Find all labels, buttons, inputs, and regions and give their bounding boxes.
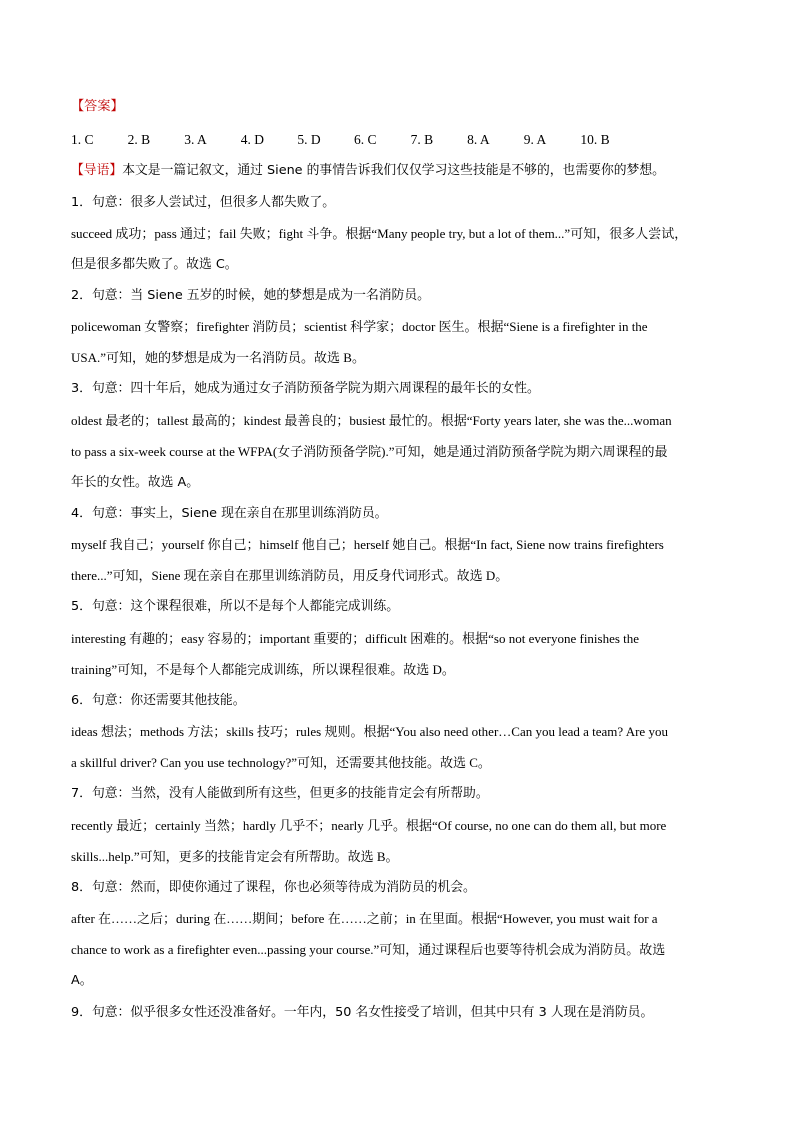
explanation-line: A。 <box>71 973 93 988</box>
explanation-line: there...”可知，Siene 现在亲自在那里训练消防员，用反身代词形式。故选 D。 <box>71 568 509 583</box>
explanation-line: 5．句意：这个课程很难，所以不是每个人都能完成训练。 <box>71 599 400 614</box>
explanation-line: policewoman 女警察；firefighter 消防员；scientist 科学家；doctor 医生。根据“Siene is a firefighter in the <box>71 319 648 334</box>
explanation-line: interesting 有趣的；easy 容易的；important 重要的；difficult 困难的。根据“so not everyone finishes the <box>71 631 640 646</box>
answer-item: 10. B <box>580 132 610 147</box>
answer-item: 8. A <box>467 132 490 147</box>
answer-item: 3. A <box>184 132 207 147</box>
intro-paragraph <box>71 162 665 180</box>
answer-item: 7. B <box>410 132 434 147</box>
answer-item: 6. C <box>353 132 377 147</box>
explanation-line: after 在……之后；during 在……期间；before 在……之前；in 在里面。根据“However, you must wait for a <box>71 911 658 926</box>
explanation-line: ideas 想法；methods 方法；skills 技巧；rules 规则。根据“You also need other…Can you lead a team? Are you <box>71 724 668 739</box>
explanation-line: a skillful driver? Can you use technology?”可知，还需要其他技能。故选 C。 <box>71 755 491 770</box>
explanation-line: skills...help.”可知，更多的技能肯定会有所帮助。故选 B。 <box>71 849 399 864</box>
answer-key-row <box>71 131 637 149</box>
intro-label: 【导语】 <box>71 163 123 178</box>
explanation-line: USA.”可知，她的梦想是成为一名消防员。故选 B。 <box>71 350 365 365</box>
explanation-line: recently 最近；certainly 当然；hardly 几乎不；nearly 几乎。根据“Of course, no one can do them all, but more <box>71 818 667 833</box>
explanation-line: 但是很多都失败了。故选 C。 <box>71 257 238 272</box>
answer-item: 2. B <box>127 132 151 147</box>
explanation-line: 7．句意：当然，没有人能做到所有这些，但更多的技能肯定会有所帮助。 <box>71 786 489 801</box>
explanation-line: 6．句意：你还需要其他技能。 <box>71 693 246 708</box>
explanation-line: 8．句意：然而，即使你通过了课程，你也必须等待成为消防员的机会。 <box>71 880 476 895</box>
explanation-line: 年长的女性。故选 A。 <box>71 475 199 490</box>
explanation-line: chance to work as a firefighter even...passing your course.”可知，通过课程后也要等待机会成为消防员。故选 <box>71 942 666 957</box>
answer-item: 5. D <box>297 132 321 147</box>
answer-label: 【答案】 <box>71 99 124 114</box>
answer-item: 9. A <box>523 132 547 147</box>
intro-text: 本文是一篇记叙文，通过 Siene 的事情告诉我们仅仅学习这些技能是不够的，也需要你的梦想。 <box>122 163 665 178</box>
explanation-line: 3．句意：四十年后，她成为通过女子消防预备学院为期六周课程的最年长的女性。 <box>71 381 540 396</box>
explanation-line: myself 我自己；yourself 你自己；himself 他自己；herself 她自己。根据“In fact, Siene now trains firefighters <box>71 537 664 552</box>
answer-item: 4. D <box>240 132 265 147</box>
explanation-line: training”可知，不是每个人都能完成训练，所以课程很难。故选 D。 <box>71 662 455 677</box>
explanation-line: 1．句意：很多人尝试过，但很多人都失败了。 <box>71 195 336 210</box>
answer-heading <box>71 98 124 116</box>
explanation-line: 9．句意：似乎很多女性还没准备好。一年内，50 名女性接受了培训，但其中只有 3 人现在是消防员。 <box>71 1005 654 1020</box>
explanation-line: to pass a six-week course at the WFPA(女子消防预备学院).”可知，她是通过消防预备学院为期六周课程的最 <box>71 444 668 459</box>
explanation-line: 4．句意：事实上，Siene 现在亲自在那里训练消防员。 <box>71 506 388 521</box>
explanation-line: oldest 最老的；tallest 最高的；kindest 最善良的；busiest 最忙的。根据“Forty years later, she was the...woman <box>71 413 672 428</box>
answer-item: 1. C <box>71 132 94 147</box>
explanation-line: succeed 成功；pass 通过；fail 失败；fight 斗争。根据“Many people try, but a lot of them...”可知，很多人尝试， <box>71 226 688 241</box>
explanation-line: 2．句意：当 Siene 五岁的时候，她的梦想是成为一名消防员。 <box>71 288 430 303</box>
